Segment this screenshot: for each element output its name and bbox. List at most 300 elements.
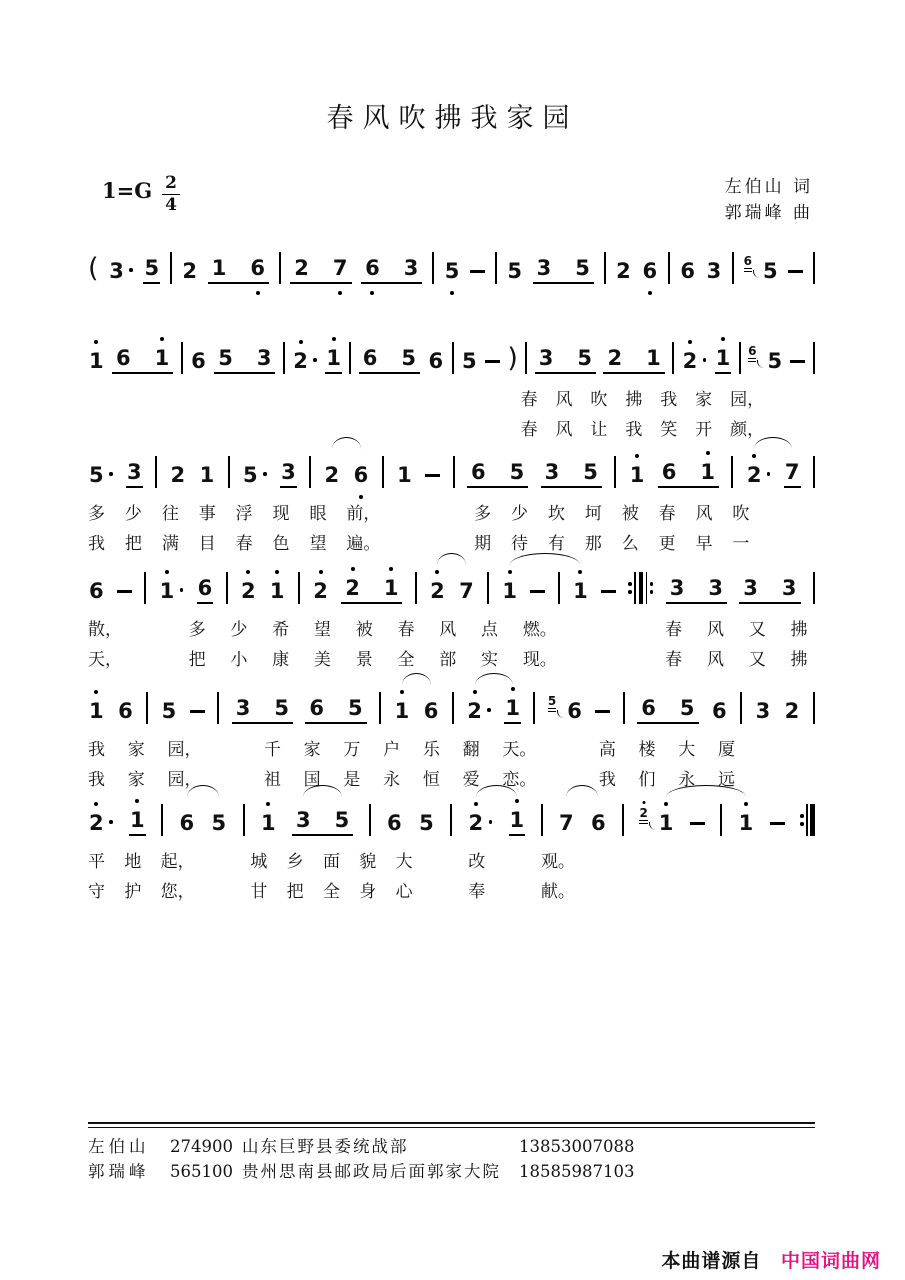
lyric-syllable: 乐 xyxy=(422,740,440,760)
lyric-syllable: 吹 xyxy=(732,504,750,524)
lyric-syllable: 希 xyxy=(272,620,290,640)
note: 3 xyxy=(708,576,723,600)
grace-note-group xyxy=(548,690,583,724)
note: 3 xyxy=(126,459,143,488)
note: 3 xyxy=(755,699,771,723)
lyrics-row-2b xyxy=(521,415,765,440)
lyric-syllable: 身 xyxy=(359,882,377,902)
lyric-syllable: 我 xyxy=(88,534,105,554)
contact-postcode: 565100 xyxy=(170,1162,233,1181)
note: 5 xyxy=(401,346,417,370)
note: 3 xyxy=(536,256,552,280)
grace-note-group xyxy=(748,340,783,374)
note: 3 xyxy=(743,576,758,600)
note: 5 xyxy=(767,349,783,373)
lyric-syllable: 把 xyxy=(286,882,304,902)
contact-address: 山东巨野县委统战部 xyxy=(242,1137,409,1156)
lyric-syllable: 爱 xyxy=(462,770,480,790)
octave-dot-above xyxy=(508,570,512,574)
notation-row-6 xyxy=(88,800,815,836)
lyric-syllable: 风 xyxy=(706,620,724,640)
duration-dash xyxy=(595,710,610,713)
barline xyxy=(155,456,157,488)
lyric-syllable: 城 xyxy=(250,852,268,872)
lyric-syllable: 我 xyxy=(660,390,678,410)
barline xyxy=(369,804,371,836)
octave-dot-below xyxy=(370,291,374,295)
octave-dot-above xyxy=(246,570,250,574)
note: 1 xyxy=(658,810,675,836)
note: 1 xyxy=(269,578,286,604)
octave-dot-above xyxy=(266,802,270,806)
lyric-syllable: 园， xyxy=(167,740,202,760)
octave-dot-above xyxy=(515,799,519,803)
beam-group xyxy=(112,345,173,374)
augmentation-dot xyxy=(703,358,707,362)
note: 5 xyxy=(218,346,233,370)
grace-digit: 2 xyxy=(639,807,647,822)
note: 5 xyxy=(211,811,227,835)
lyric-spacer xyxy=(623,615,640,640)
lyric-syllable: 坷 xyxy=(584,504,602,524)
augmentation-dot xyxy=(180,588,184,592)
grace-underline xyxy=(744,250,752,272)
duration-dash xyxy=(530,590,545,593)
lyric-syllable: 一 xyxy=(732,534,750,554)
note: 2 xyxy=(784,699,800,723)
lyric-syllable: 望 xyxy=(313,620,331,640)
grace-note-group xyxy=(639,802,674,836)
contact-name: 左伯山 xyxy=(88,1137,150,1156)
barline xyxy=(813,692,815,724)
barline xyxy=(146,692,148,724)
barline xyxy=(243,804,245,836)
lyric-syllable: 恋。 xyxy=(502,770,537,790)
note: 6 xyxy=(712,699,727,723)
octave-dot-above xyxy=(706,451,710,455)
barline xyxy=(668,252,670,284)
barline xyxy=(181,342,183,374)
lyric-syllable: 满 xyxy=(161,534,179,554)
lyric-syllable: 燃。 xyxy=(522,620,557,640)
note: 1 xyxy=(154,345,171,371)
octave-dot-above xyxy=(473,690,477,694)
duration-dash xyxy=(790,360,805,363)
note: 1 xyxy=(325,345,342,374)
grace-digit: 6 xyxy=(743,253,752,268)
lyric-syllable: 拂 xyxy=(790,650,808,670)
note: 1 xyxy=(394,698,411,724)
lyric-syllable: 前， xyxy=(346,504,381,524)
lyric-syllable: 我 xyxy=(598,770,616,790)
lyricist-credit: 左伯山 词 xyxy=(724,177,813,197)
lyric-syllable: 现。 xyxy=(522,650,557,670)
note: 2 xyxy=(182,259,198,283)
lyric-syllable: 少 xyxy=(230,620,248,640)
barline xyxy=(813,572,815,604)
lyric-syllable: 部 xyxy=(439,650,457,670)
lyric-syllable: 风 xyxy=(555,390,573,410)
slur xyxy=(510,553,581,565)
lyric-syllable: 乡 xyxy=(286,852,304,872)
lyric-syllable: 春 xyxy=(520,390,538,410)
lyric-syllable: 浮 xyxy=(235,504,253,524)
lyric-syllable: 奉 xyxy=(468,882,486,902)
meter-numerator: 2 xyxy=(162,174,180,195)
lyric-syllable: 我 xyxy=(88,770,105,790)
lyric-syllable: 平 xyxy=(88,852,105,872)
barline xyxy=(450,804,452,836)
octave-dot-above xyxy=(474,802,478,806)
barline xyxy=(432,252,434,284)
augmentation-dot xyxy=(767,472,771,476)
note: 6 xyxy=(191,349,206,373)
barline-thick xyxy=(639,572,644,604)
lyric-syllable: 园， xyxy=(167,770,202,790)
note: 1 xyxy=(509,807,526,836)
lyric-syllable: 康 xyxy=(272,650,290,670)
notation-row-5 xyxy=(88,688,815,724)
note: 1 xyxy=(397,463,412,487)
octave-dot-above xyxy=(94,690,98,694)
lyric-syllable: 望 xyxy=(309,534,327,554)
barline xyxy=(739,342,741,374)
octave-dot-below xyxy=(450,291,454,295)
octave-dot-below xyxy=(256,291,260,295)
music-line-3 xyxy=(88,452,815,554)
key-signature xyxy=(102,173,180,215)
credits xyxy=(725,174,813,226)
lyrics-row-2a xyxy=(521,385,765,410)
lyric-syllable: 国 xyxy=(303,770,321,790)
lyric-syllable: 们 xyxy=(638,770,656,790)
barline xyxy=(622,804,624,836)
lyric-syllable: 春 xyxy=(520,420,538,440)
notation-row-3 xyxy=(88,452,815,488)
watermark xyxy=(661,1246,881,1273)
barline xyxy=(813,342,815,374)
note: 1 xyxy=(211,256,227,280)
barline-thin xyxy=(634,572,636,604)
note: 5 xyxy=(242,462,259,488)
lyric-syllable: 让 xyxy=(590,420,608,440)
grace-underline xyxy=(748,340,756,362)
octave-dot-above xyxy=(744,802,748,806)
lyric-syllable: 全 xyxy=(322,882,340,902)
note: 6 xyxy=(118,699,133,723)
note: 3 xyxy=(256,346,272,370)
note: 1 xyxy=(738,810,755,836)
octave-dot-above xyxy=(688,340,692,344)
lyric-syllable: 守 xyxy=(88,882,105,902)
notation-row-1 xyxy=(88,248,815,284)
beam-group xyxy=(637,695,698,724)
note: 1 xyxy=(129,807,146,836)
note: 6 xyxy=(309,696,325,720)
lyric-syllable: 开 xyxy=(695,420,713,440)
grace-note xyxy=(748,340,756,362)
lyric-syllable: 少 xyxy=(124,504,142,524)
lyric-syllable: 高 xyxy=(598,740,616,760)
beam-group xyxy=(290,255,351,284)
lyric-spacer xyxy=(214,877,231,902)
lyric-syllable: 天， xyxy=(88,650,122,670)
lyric-syllable: 把 xyxy=(188,650,206,670)
note: 6 xyxy=(116,346,131,370)
lyric-syllable: 家 xyxy=(303,740,321,760)
note: 6 xyxy=(661,460,677,484)
lyric-syllable: 被 xyxy=(621,504,639,524)
octave-dot-above xyxy=(400,690,404,694)
lyric-syllable: 春 xyxy=(397,620,415,640)
octave-dot-above xyxy=(721,337,725,341)
page-title: 春风吹拂我家园 xyxy=(326,103,579,134)
lyric-spacer xyxy=(505,847,522,872)
lyric-syllable: 改 xyxy=(468,852,486,872)
lyric-syllable: 全 xyxy=(397,650,415,670)
octave-dot-above xyxy=(275,570,279,574)
barline xyxy=(452,692,454,724)
note: 3 xyxy=(781,576,797,600)
note: 2 xyxy=(616,259,631,283)
lyric-syllable: 面 xyxy=(322,852,340,872)
lyric-syllable: 永 xyxy=(383,770,401,790)
lyric-syllable: 吹 xyxy=(590,390,608,410)
grace-digit: 6 xyxy=(748,343,757,358)
lyric-spacer xyxy=(432,877,449,902)
lyric-syllable: 春 xyxy=(665,620,683,640)
beam-group xyxy=(666,575,727,604)
barline xyxy=(415,572,417,604)
octave-dot-above xyxy=(94,802,98,806)
barline xyxy=(614,456,616,488)
note: 1 xyxy=(646,346,661,370)
lyrics-row-6a xyxy=(88,847,575,872)
lyric-spacer xyxy=(400,529,417,554)
grace-underline xyxy=(548,690,556,712)
lyric-syllable: 我 xyxy=(88,740,105,760)
octave-dot-above xyxy=(642,801,645,804)
lyric-syllable: 心 xyxy=(395,882,413,902)
barline xyxy=(161,804,163,836)
note: 1 xyxy=(501,578,518,604)
barline xyxy=(525,342,527,374)
octave-dot-above xyxy=(511,687,515,691)
octave-dot-above xyxy=(319,570,323,574)
octave-dot-above xyxy=(135,799,139,803)
note: 2 xyxy=(429,578,446,604)
grace-hook-curve xyxy=(557,710,564,718)
notation-row-2 xyxy=(88,338,815,374)
contact-phone: 18585987103 xyxy=(519,1162,635,1181)
octave-dot-above xyxy=(635,454,639,458)
note: 3 xyxy=(669,576,685,600)
lyric-syllable: 景 xyxy=(355,650,373,670)
note: 2 xyxy=(468,810,485,836)
barline xyxy=(740,692,742,724)
note: 6 xyxy=(641,258,658,284)
contact-postcode: 274900 xyxy=(170,1137,233,1156)
beam-group xyxy=(535,345,596,374)
barline xyxy=(731,456,733,488)
music-line-2 xyxy=(88,338,815,440)
augmentation-dot xyxy=(263,472,267,476)
note: 1 xyxy=(159,578,176,604)
barline-thin xyxy=(806,804,808,836)
open-paren: ( xyxy=(88,253,99,284)
note: 2 xyxy=(682,348,699,374)
lyric-syllable: 散， xyxy=(88,620,122,640)
lyric-spacer xyxy=(432,847,449,872)
note: 6 xyxy=(591,811,606,835)
contact-phone: 13853007088 xyxy=(519,1137,635,1156)
lyric-syllable: 风 xyxy=(706,650,724,670)
lyric-syllable: 拂 xyxy=(790,620,808,640)
duration-dash xyxy=(190,710,205,713)
lyric-syllable: 有 xyxy=(547,534,565,554)
lyrics-row-6b xyxy=(88,877,575,902)
lyric-syllable: 园， xyxy=(730,390,765,410)
beam-group xyxy=(359,345,420,374)
beam-group xyxy=(533,255,594,284)
note: 1 xyxy=(199,463,215,487)
beam-group xyxy=(208,255,269,284)
lyric-syllable: 甘 xyxy=(250,882,268,902)
note: 2 xyxy=(746,462,763,488)
barline xyxy=(379,692,381,724)
repeat-sign-double xyxy=(628,572,653,604)
contact-address: 贵州思南县邮政局后面郭家大院 xyxy=(242,1162,501,1181)
note: 3 xyxy=(235,696,251,720)
barline xyxy=(672,342,674,374)
grace-note xyxy=(639,802,647,824)
note: 5 xyxy=(348,696,363,720)
note: 1 xyxy=(629,462,646,488)
barline xyxy=(541,804,543,836)
note: 5 xyxy=(161,699,177,723)
lyric-spacer xyxy=(147,645,164,670)
barline xyxy=(283,342,285,374)
note: 3 xyxy=(706,259,722,283)
contact-name: 郭瑞峰 xyxy=(88,1162,150,1181)
lyric-syllable: 恒 xyxy=(422,770,440,790)
duration-dash xyxy=(425,474,440,477)
note: 2 xyxy=(88,810,105,836)
lyric-syllable: 楼 xyxy=(638,740,656,760)
barline-thick xyxy=(810,804,815,836)
note: 6 xyxy=(470,460,486,484)
lyrics-row-4b xyxy=(88,645,808,670)
lyric-syllable: 点 xyxy=(481,620,499,640)
lyric-syllable: 献。 xyxy=(540,882,575,902)
note: 6 xyxy=(567,699,582,723)
note: 6 xyxy=(680,259,696,283)
contact-table xyxy=(88,1134,815,1184)
lyrics-row-5b xyxy=(88,765,735,790)
barline xyxy=(533,692,535,724)
lyric-spacer xyxy=(559,735,576,760)
augmentation-dot xyxy=(129,268,133,272)
barline xyxy=(604,252,606,284)
augmentation-dot xyxy=(489,820,493,824)
note: 3 xyxy=(544,460,560,484)
lyric-syllable: 地 xyxy=(124,852,142,872)
lyric-spacer xyxy=(437,499,454,524)
note: 6 xyxy=(364,255,381,281)
lyric-syllable: 实 xyxy=(481,650,499,670)
grace-hook-curve xyxy=(649,822,656,830)
duration-dash xyxy=(601,590,616,593)
meter-fraction xyxy=(162,174,180,214)
lyric-syllable: 大 xyxy=(395,852,413,872)
lyric-spacer xyxy=(623,645,640,670)
note: 5 xyxy=(575,256,590,280)
lyric-syllable: 早 xyxy=(695,534,713,554)
meter-denominator: 4 xyxy=(165,194,177,215)
grace-note xyxy=(548,690,556,712)
grace-digit: 5 xyxy=(547,693,557,708)
note: 2 xyxy=(344,575,361,601)
note: 3 xyxy=(403,256,419,280)
note: 5 xyxy=(274,696,289,720)
note: 2 xyxy=(292,348,309,374)
duration-dash xyxy=(788,270,803,273)
note: 5 xyxy=(88,462,105,488)
lyrics-row-4a xyxy=(88,615,808,640)
duration-dash xyxy=(690,822,705,825)
lyric-syllable: 拂 xyxy=(625,390,643,410)
lyric-syllable: 眼 xyxy=(309,504,327,524)
music-line-4 xyxy=(88,568,815,670)
augmentation-dot xyxy=(109,472,113,476)
octave-dot-above xyxy=(351,567,355,571)
lyric-syllable: 春 xyxy=(665,650,683,670)
augmentation-dot xyxy=(313,358,317,362)
barline xyxy=(170,252,172,284)
barline xyxy=(487,572,489,604)
divider-rule xyxy=(88,1122,815,1128)
lyric-syllable: 坎 xyxy=(547,504,565,524)
lyrics-row-3b xyxy=(88,529,750,554)
lyric-spacer xyxy=(147,615,164,640)
note: 6 xyxy=(423,699,439,723)
note: 6 xyxy=(387,811,402,835)
lyric-syllable: 现 xyxy=(272,504,290,524)
note: 6 xyxy=(641,696,656,720)
barline xyxy=(453,456,455,488)
octave-dot-above xyxy=(389,567,393,571)
lyrics-row-3a xyxy=(88,499,750,524)
beam-group xyxy=(361,255,422,284)
octave-dot-above xyxy=(664,802,668,806)
barline xyxy=(217,692,219,724)
octave-dot-below xyxy=(338,291,342,295)
lyric-syllable: 天。 xyxy=(502,740,537,760)
barline xyxy=(813,252,815,284)
duration-dash xyxy=(770,822,785,825)
repeat-dots xyxy=(628,582,632,594)
note: 2 xyxy=(170,463,186,487)
duration-dash xyxy=(485,360,500,363)
note: 5 xyxy=(419,811,434,835)
lyric-syllable: 春 xyxy=(658,504,676,524)
note: 2 xyxy=(312,578,329,604)
note: 7 xyxy=(558,811,574,835)
lyric-syllable: 多 xyxy=(188,620,206,640)
octave-dot-above xyxy=(578,570,582,574)
note: 5 xyxy=(507,259,522,283)
lyric-syllable: 翻 xyxy=(462,740,480,760)
